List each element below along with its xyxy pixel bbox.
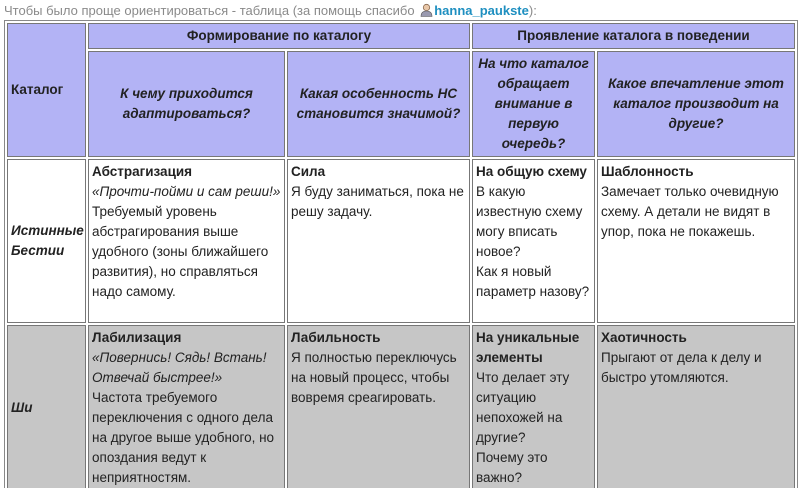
table-cell bbox=[472, 325, 595, 488]
caption-suffix: ): bbox=[528, 3, 537, 18]
table-cell bbox=[287, 159, 470, 323]
table-row bbox=[7, 325, 795, 488]
table-cell bbox=[472, 159, 595, 323]
cell-text: Как я новый параметр назову? bbox=[476, 264, 590, 299]
table-row bbox=[7, 159, 795, 323]
catalog-table bbox=[4, 20, 798, 488]
row-name: Ши bbox=[7, 325, 86, 488]
table-cell bbox=[597, 325, 795, 488]
cell-title: Абстрагизация bbox=[92, 164, 193, 179]
user-link[interactable]: hanna_paukste bbox=[434, 3, 529, 18]
cell-text: В какую известную схему могу вписать новое? bbox=[476, 184, 583, 259]
cell-title: Лабилизация bbox=[92, 330, 182, 345]
table-cell bbox=[88, 159, 285, 323]
cell-title: Сила bbox=[291, 164, 326, 179]
header-group-behavior: Проявление каталога в поведении bbox=[472, 23, 795, 49]
cell-text: Замечает только очевидную схему. А детали не видят в упор, пока не покажешь. bbox=[601, 184, 779, 239]
cell-title: На уникальные элементы bbox=[476, 330, 580, 365]
row-name: Истинные Бестии bbox=[7, 159, 86, 323]
cell-title: Лабильность bbox=[291, 330, 381, 345]
header-group-formation: Формирование по каталогу bbox=[88, 23, 470, 49]
caption-prefix: Чтобы было проще ориентироваться - таблица (за помощь спасибо bbox=[4, 3, 415, 18]
cell-text: Что делает эту ситуацию непохожей на другие? bbox=[476, 370, 570, 445]
cell-text: Почему это важно? bbox=[476, 450, 548, 485]
cell-title: Шаблонность bbox=[601, 164, 694, 179]
table-cell bbox=[287, 325, 470, 488]
table-cell bbox=[597, 159, 795, 323]
cell-title: На общую схему bbox=[476, 164, 587, 179]
header-question-ns-feature: Какая особенность НС становится значимой? bbox=[287, 51, 470, 157]
cell-text: Прыгают от дела к делу и быстро утомляются. bbox=[601, 350, 762, 385]
cell-text: Требуемый уровень абстрагирования выше удобного (зоны ближайшего развития), но справляться надо самому. bbox=[92, 204, 269, 299]
cell-text: Я полностью переключусь на новый процесс, чтобы вовремя среагировать. bbox=[291, 350, 457, 405]
user-avatar-icon bbox=[420, 3, 433, 17]
caption bbox=[4, 2, 537, 20]
cell-quote: «Прочти-пойми и сам реши!» bbox=[92, 184, 281, 199]
cell-title: Хаотичность bbox=[601, 330, 687, 345]
table-cell bbox=[88, 325, 285, 488]
cell-quote: «Повернись! Сядь! Встань! Отвечай быстрее!» bbox=[92, 350, 267, 385]
header-question-adapt: К чему приходится адаптироваться? bbox=[88, 51, 285, 157]
cell-text: Я буду заниматься, пока не решу задачу. bbox=[291, 184, 464, 219]
cell-text: Частота требуемого переключения с одного дела на другое выше удобного, но опоздания ведут к неприятностям. bbox=[92, 390, 275, 485]
header-question-impression: Какое впечатление этот каталог производит на другие? bbox=[597, 51, 795, 157]
header-question-attention: На что каталог обращает внимание в первую очередь? bbox=[472, 51, 595, 157]
header-catalog: Каталог bbox=[7, 23, 86, 157]
